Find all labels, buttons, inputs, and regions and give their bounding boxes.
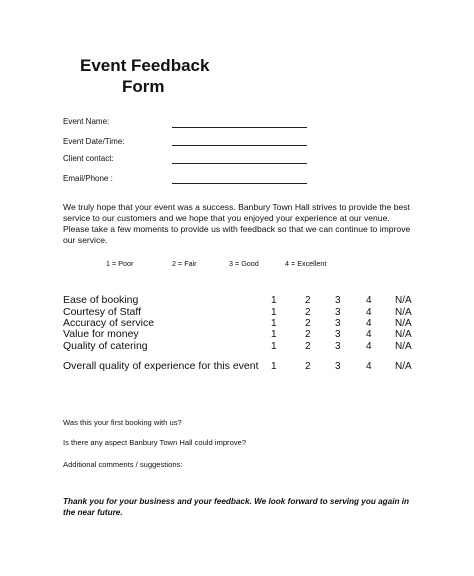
- rating-2-option[interactable]: 2: [305, 295, 311, 306]
- question-additional-comments: Additional comments / suggestions:: [63, 460, 183, 469]
- rating-na-option[interactable]: N/A: [395, 329, 412, 340]
- overall-4-option[interactable]: 4: [366, 361, 372, 372]
- email-phone-label: Email/Phone :: [63, 174, 113, 183]
- email-phone-field[interactable]: [172, 183, 307, 184]
- client-contact-field[interactable]: [172, 163, 307, 164]
- legend-excellent: 4 = Excellent: [285, 259, 327, 268]
- rating-4-option[interactable]: 4: [366, 318, 372, 329]
- rating-3-option[interactable]: 3: [335, 307, 341, 318]
- rating-na-option[interactable]: N/A: [395, 295, 412, 306]
- rating-1-option[interactable]: 1: [271, 318, 277, 329]
- client-contact-label: Client contact:: [63, 154, 114, 163]
- rating-1-option[interactable]: 1: [271, 295, 277, 306]
- event-date-label: Event Date/Time:: [63, 137, 125, 146]
- rating-na-option[interactable]: N/A: [395, 341, 412, 352]
- form-title-line1: Event Feedback: [80, 56, 210, 75]
- rating-1-option[interactable]: 1: [271, 329, 277, 340]
- rating-label-quality-of-catering: Quality of catering: [63, 340, 148, 352]
- rating-2-option[interactable]: 2: [305, 307, 311, 318]
- rating-label-courtesy-of-staff: Courtesy of Staff: [63, 306, 142, 318]
- rating-4-option[interactable]: 4: [366, 341, 372, 352]
- event-date-field[interactable]: [172, 145, 307, 146]
- rating-2-option[interactable]: 2: [305, 341, 311, 352]
- rating-3-option[interactable]: 3: [335, 341, 341, 352]
- rating-na-option[interactable]: N/A: [395, 307, 412, 318]
- rating-4-option[interactable]: 4: [366, 307, 372, 318]
- rating-2-option[interactable]: 2: [305, 318, 311, 329]
- intro-paragraph: We truly hope that your event was a success. Banbury Town Hall strives to provide the best service to our customers and we hope that you enjoyed your experience at our venue. Please take a few moments to provide us with feedback so that we can continue to improve our service.: [63, 202, 411, 245]
- legend-fair: 2 = Fair: [172, 259, 197, 268]
- event-name-field[interactable]: [172, 127, 307, 128]
- overall-1-option[interactable]: 1: [271, 361, 277, 372]
- rating-3-option[interactable]: 3: [335, 295, 341, 306]
- legend-good: 3 = Good: [229, 259, 259, 268]
- form-title-line2: Form: [122, 77, 165, 96]
- rating-4-option[interactable]: 4: [366, 295, 372, 306]
- rating-label-ease-of-booking: Ease of booking: [63, 294, 139, 306]
- question-first-booking: Was this your first booking with us?: [63, 418, 182, 427]
- overall-na-option[interactable]: N/A: [395, 361, 412, 372]
- legend-poor: 1 = Poor: [106, 259, 134, 268]
- rating-1-option[interactable]: 1: [271, 341, 277, 352]
- rating-na-option[interactable]: N/A: [395, 318, 412, 329]
- event-name-label: Event Name:: [63, 117, 110, 126]
- overall-3-option[interactable]: 3: [335, 361, 341, 372]
- rating-label-value-for-money: Value for money: [63, 328, 139, 340]
- rating-label-overall: Overall quality of experience for this event: [63, 360, 259, 372]
- overall-2-option[interactable]: 2: [305, 361, 311, 372]
- question-improve: Is there any aspect Banbury Town Hall could improve?: [63, 438, 247, 447]
- rating-1-option[interactable]: 1: [271, 307, 277, 318]
- thank-you-note: Thank you for your business and your feedback. We look forward to serving you again in the near future.: [63, 497, 410, 517]
- rating-3-option[interactable]: 3: [335, 329, 341, 340]
- rating-2-option[interactable]: 2: [305, 329, 311, 340]
- rating-3-option[interactable]: 3: [335, 318, 341, 329]
- rating-4-option[interactable]: 4: [366, 329, 372, 340]
- rating-label-accuracy-of-service: Accuracy of service: [63, 317, 155, 329]
